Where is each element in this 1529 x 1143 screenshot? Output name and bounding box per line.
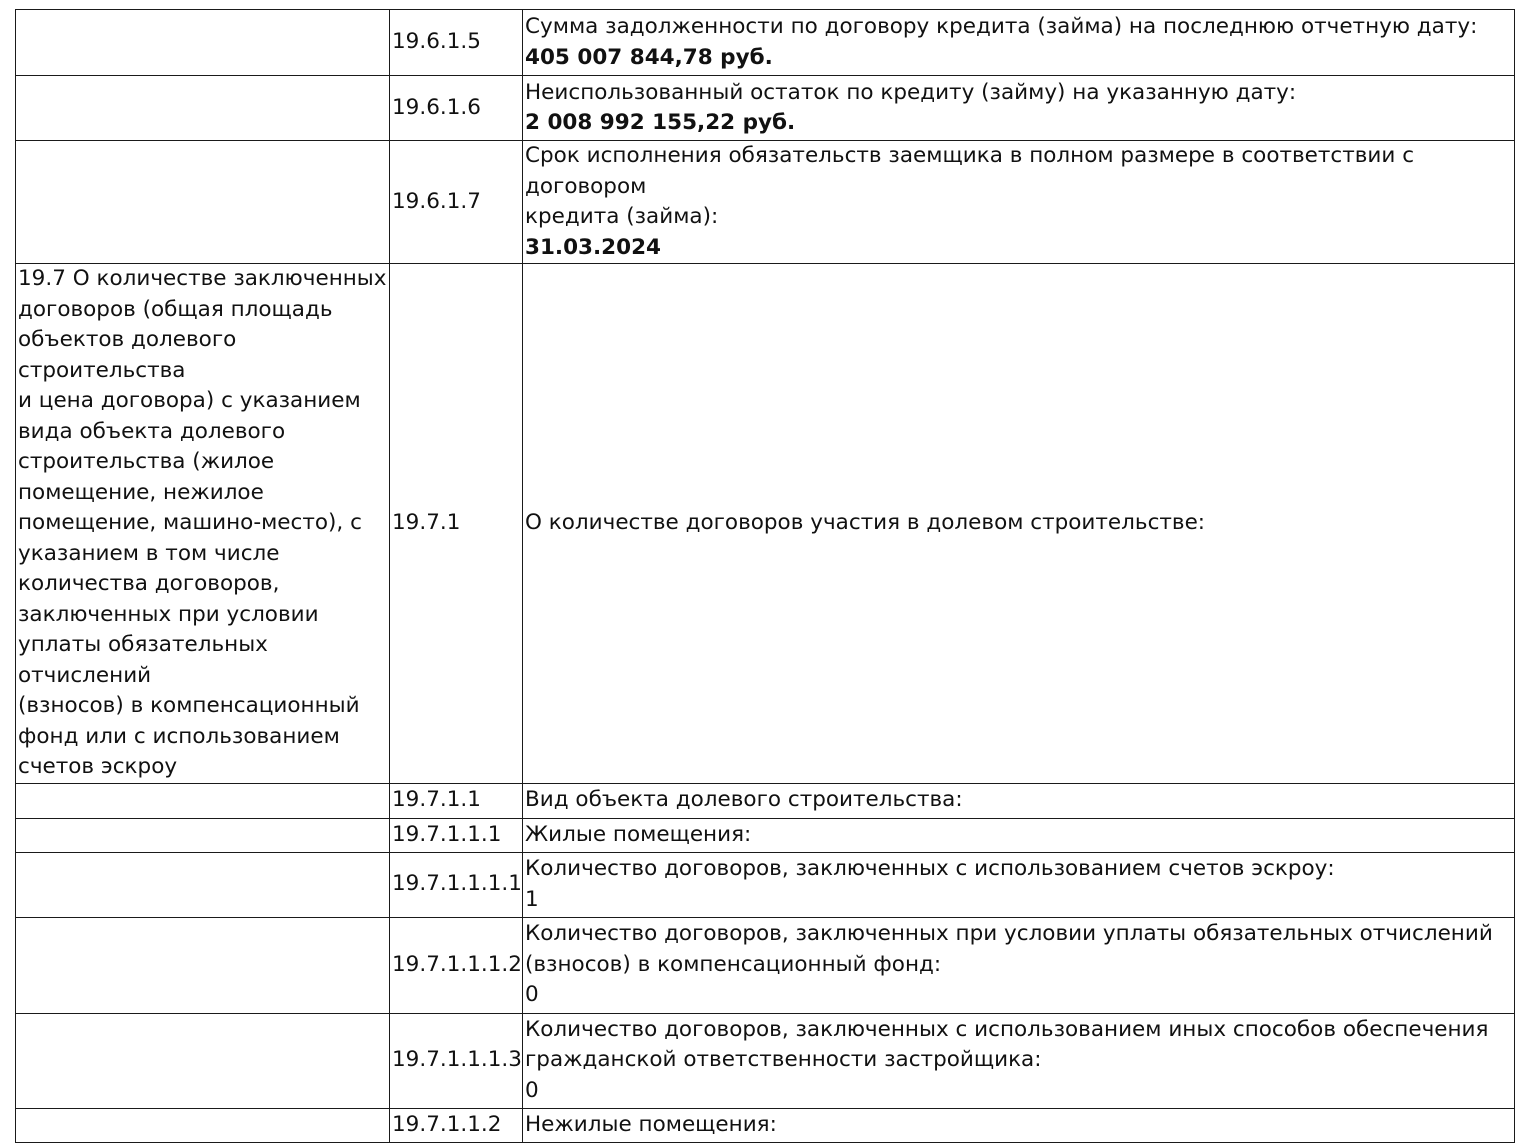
section-title-line: строительства (жилое [18, 449, 275, 474]
item-label: Количество договоров, заключенных с использованием счетов эскроу: [525, 856, 1335, 881]
item-number: 19.7.1.1.1.1 [390, 852, 523, 917]
section-cell [16, 1013, 390, 1108]
item-label: Нежилые помещения: [525, 1111, 777, 1137]
document-page [15, 9, 1514, 1143]
item-label-line-2: кредита (займа): [525, 204, 719, 229]
item-content [523, 1108, 1515, 1142]
item-number: 19.7.1.1.1.3 [390, 1013, 523, 1108]
section-title-line: уплаты обязательных отчислений [18, 632, 268, 688]
item-number: 19.7.1.1.1 [390, 818, 523, 852]
section-cell [16, 783, 390, 818]
item-label-line-2: (взносов) в компенсационный фонд: [525, 951, 942, 977]
table-row [16, 76, 1515, 141]
section-title-line: договоров (общая площадь [18, 296, 333, 322]
item-content [523, 917, 1515, 1013]
item-content [523, 264, 1515, 784]
item-content [523, 818, 1515, 852]
section-cell [16, 10, 390, 76]
section-title-line: и цена договора) с указанием [18, 388, 361, 413]
item-content [523, 141, 1515, 264]
table-row [16, 917, 1515, 1013]
item-value: 2 008 992 155,22 руб. [525, 110, 796, 135]
disclosure-table [15, 9, 1515, 1143]
item-label-line-1: Количество договоров, заключенных с использованием иных способов обеспечения [525, 1016, 1489, 1042]
section-cell [16, 917, 390, 1013]
item-label: Жилые помещения: [525, 821, 752, 847]
section-title-line: указанием в том числе [18, 540, 280, 566]
item-content [523, 1013, 1515, 1108]
item-value: 0 [525, 1077, 539, 1103]
section-title-line: фонд или с использованием [18, 723, 340, 749]
item-number: 19.6.1.5 [390, 10, 523, 76]
item-label: Сумма задолженности по договору кредита (займа) на последнюю отчетную дату: [525, 14, 1478, 39]
table-row [16, 852, 1515, 917]
item-value: 0 [525, 982, 539, 1008]
table-row [16, 1108, 1515, 1142]
section-title-line: объектов долевого строительства [18, 327, 237, 383]
item-number: 19.7.1.1.1.2 [390, 917, 523, 1013]
table-row [16, 1013, 1515, 1108]
item-content [523, 852, 1515, 917]
item-number: 19.6.1.6 [390, 76, 523, 141]
table-row [16, 264, 1515, 784]
section-cell [16, 818, 390, 852]
table-row [16, 141, 1515, 264]
item-label-line-1: Срок исполнения обязательств заемщика в полном размере в соответствии с договором [525, 143, 1415, 199]
item-label-line-2: гражданской ответственности застройщика: [525, 1047, 1042, 1073]
item-content [523, 783, 1515, 818]
section-title-line: 19.7 О количестве заключенных [18, 266, 387, 291]
item-number: 19.7.1.1 [390, 783, 523, 818]
section-title [16, 264, 390, 784]
item-number: 19.6.1.7 [390, 141, 523, 264]
item-label-line-1: Количество договоров, заключенных при условии уплаты обязательных отчислений [525, 921, 1493, 947]
table-row [16, 783, 1515, 818]
item-value: 31.03.2024 [525, 234, 662, 260]
item-label: Вид объекта долевого строительства: [525, 787, 963, 813]
table-row [16, 10, 1515, 76]
section-cell [16, 76, 390, 141]
section-cell [16, 141, 390, 264]
section-title-line: количества договоров, [18, 571, 280, 596]
item-value: 405 007 844,78 руб. [525, 44, 773, 70]
section-title-line: помещение, нежилое [18, 479, 264, 505]
section-title-line: счетов эскроу [18, 754, 178, 779]
item-label: Неиспользованный остаток по кредиту (займу) на указанную дату: [525, 79, 1297, 105]
item-number: 19.7.1.1.2 [390, 1108, 523, 1142]
item-label: О количестве договоров участия в долевом строительстве: [525, 510, 1206, 535]
item-value: 1 [525, 886, 539, 912]
section-title-line: заключенных при условии [18, 601, 319, 627]
section-cell [16, 852, 390, 917]
section-title-line: помещение, машино-место), с [18, 510, 362, 535]
section-title-line: вида объекта долевого [18, 418, 286, 444]
item-number: 19.7.1 [390, 264, 523, 784]
section-title-line: (взносов) в компенсационный [18, 693, 360, 718]
item-content [523, 10, 1515, 76]
section-cell [16, 1108, 390, 1142]
item-content [523, 76, 1515, 141]
table-row [16, 818, 1515, 852]
